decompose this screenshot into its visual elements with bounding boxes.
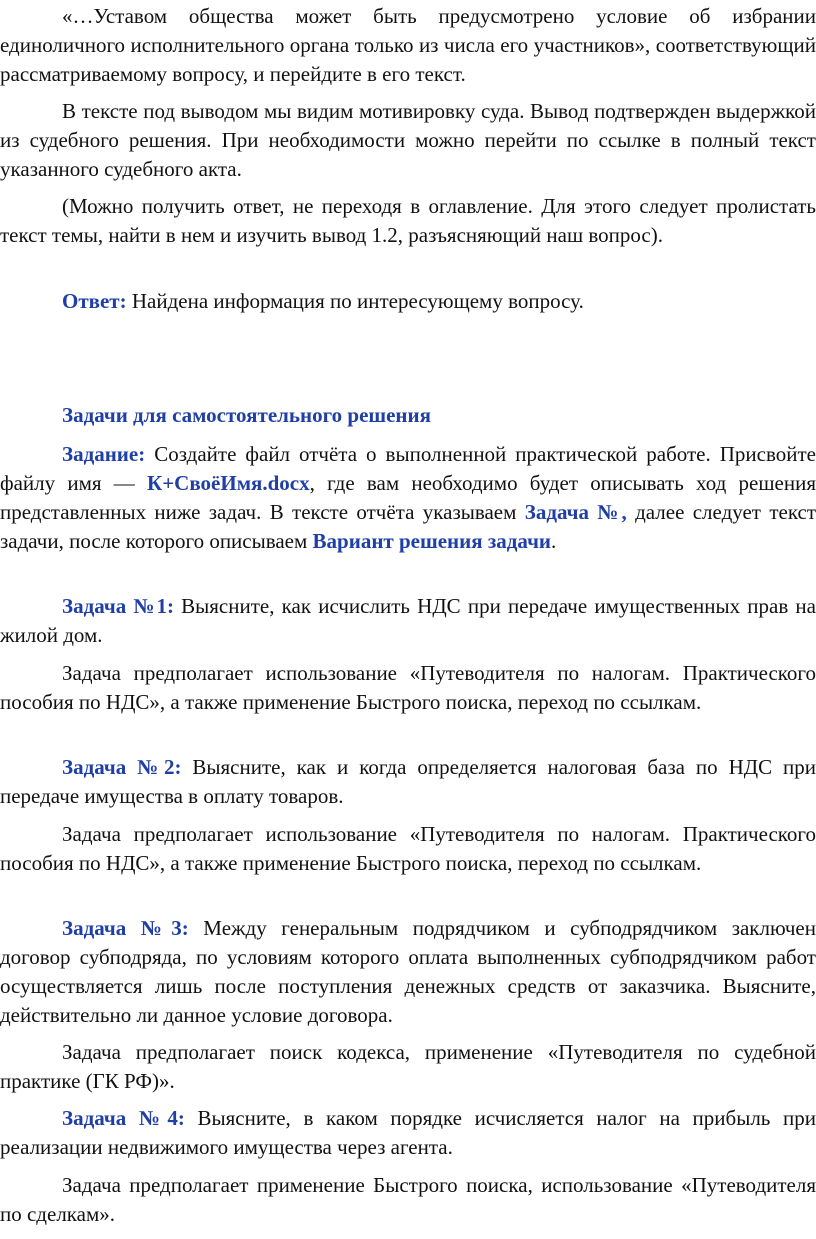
task-2-label: Задача №2: bbox=[62, 755, 182, 779]
answer-label: Ответ: bbox=[62, 289, 127, 313]
section-heading bbox=[62, 401, 431, 430]
section-heading-text: Задачи для самостоятельного решения bbox=[62, 403, 431, 427]
intro-paragraph-2-text: В тексте под выводом мы видим мотивировку суда. Вывод подтвержден выдержкой из судебного решения. При необходимости можно перейти по ссылке в полный текст указанного судебного акта. bbox=[0, 99, 816, 181]
intro-paragraph-1-text: «…Уставом общества может быть предусмотрено условие об избрании единоличного исполнительного органа только из числа его участников», соответствующий рассматриваемому вопросу, и перейдите в его текст. bbox=[0, 4, 816, 86]
task-2-text: Выясните, как и когда определяется налоговая база по НДС при передаче имущества в оплату товаров. bbox=[0, 755, 816, 808]
task-1-label: Задача №1: bbox=[62, 594, 174, 618]
task-1-hint bbox=[0, 659, 816, 717]
intro-paragraph-1 bbox=[0, 2, 816, 89]
task-1-hint-text: Задача предполагает использование «Путеводителя по налогам. Практического пособия по НДС», а также применение Быстрого поиска, переход по ссылкам. bbox=[0, 661, 816, 714]
task-3-hint bbox=[0, 1038, 816, 1096]
task-4-paragraph bbox=[0, 1104, 816, 1162]
intro-paragraph-2 bbox=[0, 97, 816, 184]
answer-paragraph bbox=[0, 287, 816, 316]
task-3-hint-text: Задача предполагает поиск кодекса, применение «Путеводителя по судебной практике (ГК РФ)». bbox=[0, 1040, 816, 1093]
assignment-paragraph bbox=[0, 440, 816, 556]
assignment-label: Задание: bbox=[62, 442, 146, 466]
report-filename: К+СвоёИмя.docx bbox=[146, 471, 310, 495]
solution-label: Вариант решения задачи bbox=[312, 529, 552, 553]
task-1-text: Выясните, как исчислить НДС при передаче имущественных прав на жилой дом. bbox=[0, 594, 816, 647]
task-number-label: Задача №, bbox=[524, 500, 627, 524]
task-2-hint-text: Задача предполагает использование «Путеводителя по налогам. Практического пособия по НДС», а также применение Быстрого поиска, переход по ссылкам. bbox=[0, 822, 816, 875]
answer-text: Найдена информация по интересующему вопросу. bbox=[126, 289, 584, 313]
task-4-hint bbox=[0, 1171, 816, 1229]
task-2-hint bbox=[0, 820, 816, 878]
task-4-label: Задача №4: bbox=[62, 1106, 185, 1130]
assignment-text-3: далее следует текст задачи, после которого описываем bbox=[0, 500, 816, 553]
assignment-text-4: . bbox=[551, 529, 557, 553]
intro-paragraph-3 bbox=[0, 192, 816, 250]
assignment-text-2: , где вам необходимо будет описывать ход решения представленных ниже задач. В тексте отчёта указываем bbox=[0, 471, 816, 524]
assignment-text-1: Создайте файл отчёта о выполненной практической работе. Присвойте файлу имя — bbox=[0, 442, 816, 495]
task-2-paragraph bbox=[0, 753, 816, 811]
intro-paragraph-3-text: (Можно получить ответ, не переходя в оглавление. Для этого следует пролистать текст темы, найти в нем и изучить вывод 1.2, разъясняющий наш вопрос). bbox=[0, 194, 816, 247]
task-3-paragraph bbox=[0, 914, 816, 1030]
task-4-text: Выясните, в каком порядке исчисляется налог на прибыль при реализации недвижимого имущества через агента. bbox=[0, 1106, 816, 1159]
task-4-hint-text: Задача предполагает применение Быстрого поиска, использование «Путеводителя по сделкам». bbox=[0, 1173, 816, 1226]
task-3-label: Задача №3: bbox=[62, 916, 189, 940]
task-3-text: Между генеральным подрядчиком и субподрядчиком заключен договор субподряда, по условиям которого оплата выполненных субподрядчиком работ осуществляется лишь после поступления денежных средств от заказчика. Выясните, действительно ли данное условие договора. bbox=[0, 916, 816, 1027]
task-1-paragraph bbox=[0, 592, 816, 650]
